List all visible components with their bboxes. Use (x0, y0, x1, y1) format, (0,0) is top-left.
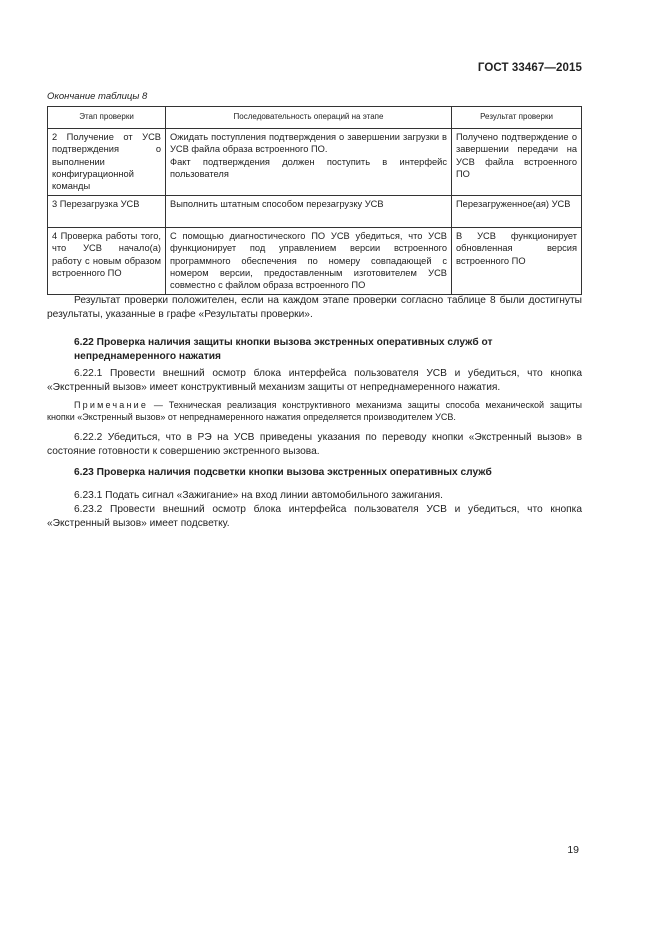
column-header-operations: Последовательность операций на этапе (166, 107, 452, 129)
note-text: — Техническая реализация конструктивного механизма защиты способа механической защиты кнопки «Экстренный вызов» от непреднамеренного нажатия определяется производителем УСВ. (47, 400, 582, 422)
result-paragraph: Результат проверки положителен, если на каждом этапе проверки согласно таблице 8 были достигнуты результаты, указанные в графе «Результаты проверки». (47, 295, 582, 320)
operation-line: Выполнить штатным способом перезагрузку УСВ (170, 199, 384, 210)
cell-operations (166, 228, 452, 295)
table-caption: Окончание таблицы 8 (47, 91, 148, 102)
cell-result: Получено подтверждение о завершении передачи на УСВ файла встроенного ПО (452, 129, 582, 196)
note-label: Примечание (74, 400, 149, 410)
cell-result: В УСВ функционирует обновленная версия встроенного ПО (452, 228, 582, 295)
cell-result: Перезагруженное(ая) УСВ (452, 196, 582, 228)
table-row (48, 129, 582, 196)
operation-line: С помощью диагностического ПО УСВ убедиться, что УСВ функционирует под управлением версии встроенного программного обеспечения по номеру совпадающей с номером версии, предоставленным изготовителем УСВ совместно с файлом образа встроенного ПО (170, 231, 447, 291)
table-8 (47, 106, 582, 295)
section-6-22-heading: 6.22 Проверка наличия защиты кнопки вызова экстренных оперативных служб от непреднамеренного нажатия (74, 337, 493, 362)
paragraph-6-23-2: 6.23.2 Провести внешний осмотр блока интерфейса пользователя УСВ и убедиться, что кнопка «Экстренный вызов» имеет подсветку. (47, 504, 582, 529)
cell-stage: 2 Получение от УСВ подтверждения о выполнении конфигурационной команды (48, 129, 166, 196)
table-row (48, 196, 582, 228)
cell-operations (166, 129, 452, 196)
table-header-row (48, 107, 582, 129)
cell-operations (166, 196, 452, 228)
operation-line: Ожидать поступления подтверждения о завершении загрузки в УСВ файла образа встроенного ПО. (170, 132, 447, 155)
page-number: 19 (567, 844, 579, 856)
standard-number: ГОСТ 33467—2015 (477, 62, 582, 74)
cell-stage: 3 Перезагрузка УСВ (48, 196, 166, 228)
paragraph-6-23-1: 6.23.1 Подать сигнал «Зажигание» на вход линии автомобильного зажигания. (74, 490, 443, 501)
table-row (48, 228, 582, 295)
cell-stage: 4 Проверка работы того, что УСВ начало(а) работу с новым образом встроенного ПО (48, 228, 166, 295)
column-header-stage: Этап проверки (48, 107, 166, 129)
operation-line: Факт подтверждения должен поступить в интерфейс пользователя (170, 156, 447, 179)
paragraph-6-22-2: 6.22.2 Убедиться, что в РЭ на УСВ приведены указания по переводу кнопки «Экстренный вызов» в состояние готовности к совершению экстренного вызова. (47, 432, 582, 457)
column-header-result: Результат проверки (452, 107, 582, 129)
section-6-23-heading: 6.23 Проверка наличия подсветки кнопки вызова экстренных оперативных служб (74, 467, 492, 478)
paragraph-6-22-1: 6.22.1 Провести внешний осмотр блока интерфейса пользователя УСВ и убедиться, что кнопка «Экстренный вызов» имеет конструктивный механизм защиты от непреднамеренного нажатия. (47, 368, 582, 393)
note-paragraph (47, 399, 582, 423)
